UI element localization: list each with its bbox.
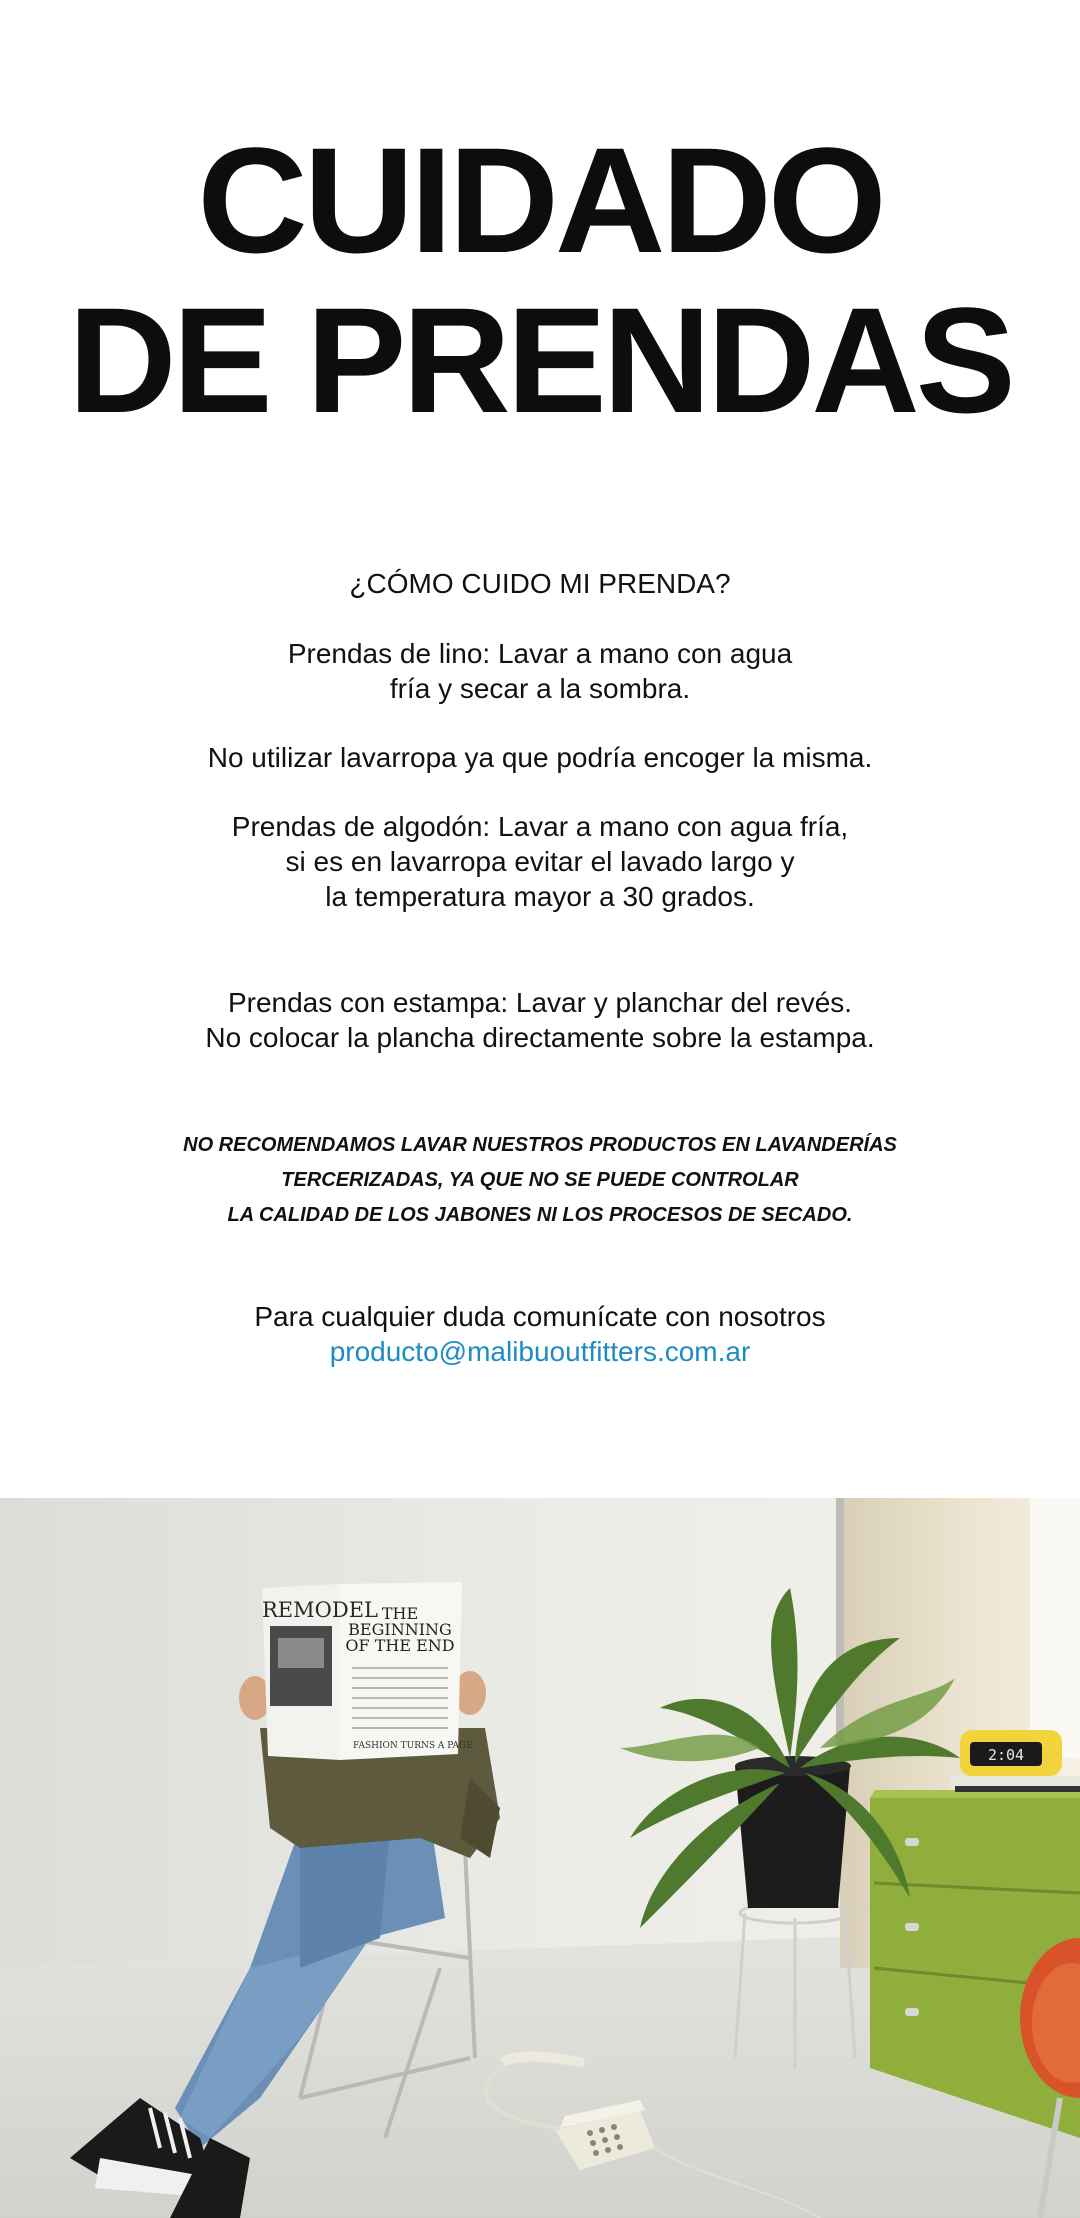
warning-line-3: LA CALIDAD DE LOS JABONES NI LOS PROCESOS DE SECADO. [227, 1204, 853, 1226]
print-line-2: No colocar la plancha directamente sobre la estampa. [205, 1022, 875, 1053]
laundry-warning [0, 1128, 1080, 1233]
contact-text: Para cualquier duda comunícate con nosotros [254, 1301, 826, 1332]
warning-line-1: NO RECOMENDAMOS LAVAR NUESTROS PRODUCTOS EN LAVANDERÍAS [183, 1134, 897, 1156]
lifestyle-photo [0, 1498, 1080, 2218]
newspaper [262, 1582, 473, 1760]
cotton-line-2: si es en lavarropa evitar el lavado largo y [285, 846, 795, 877]
page-title [0, 116, 1080, 444]
care-question-heading: ¿CÓMO CUIDO MI PRENDA? [349, 568, 731, 599]
newspaper-headline-3: OF THE END [345, 1636, 455, 1655]
linen-line-1: Prendas de lino: Lavar a mano con agua [287, 638, 793, 669]
print-instructions [0, 985, 1080, 1055]
warning-line-2: TERCERIZADAS, YA QUE NO SE PUEDE CONTROLAR [281, 1169, 799, 1191]
contact-section [0, 1299, 1080, 1369]
linen-line-2: fría y secar a la sombra. [389, 673, 691, 704]
print-line-1: Prendas con estampa: Lavar y planchar del revés. [227, 987, 853, 1018]
clock-display: 2:04 [987, 1746, 1025, 1764]
newspaper-masthead: REMODEL [262, 1598, 378, 1622]
alarm-clock [960, 1730, 1062, 1776]
page-title-line-1: CUIDADO [197, 116, 883, 284]
contact-email-link[interactable]: producto@malibuoutfitters.com.ar [329, 1336, 751, 1367]
newspaper-footer: FASHION TURNS A PAGE [353, 1741, 473, 1751]
cotton-instructions [0, 809, 1080, 914]
newspaper-headline-2: BEGINNING [348, 1620, 452, 1639]
linen-instructions [0, 636, 1080, 706]
page-title-line-2: DE PRENDAS [68, 276, 1012, 444]
cotton-line-1: Prendas de algodón: Lavar a mano con agua fría, [231, 811, 849, 842]
newspaper-headline-1: THE [381, 1604, 419, 1623]
cotton-line-3: la temperatura mayor a 30 grados. [325, 881, 755, 912]
no-washer-note: No utilizar lavarropa ya que podría encoger la misma. [207, 742, 873, 773]
